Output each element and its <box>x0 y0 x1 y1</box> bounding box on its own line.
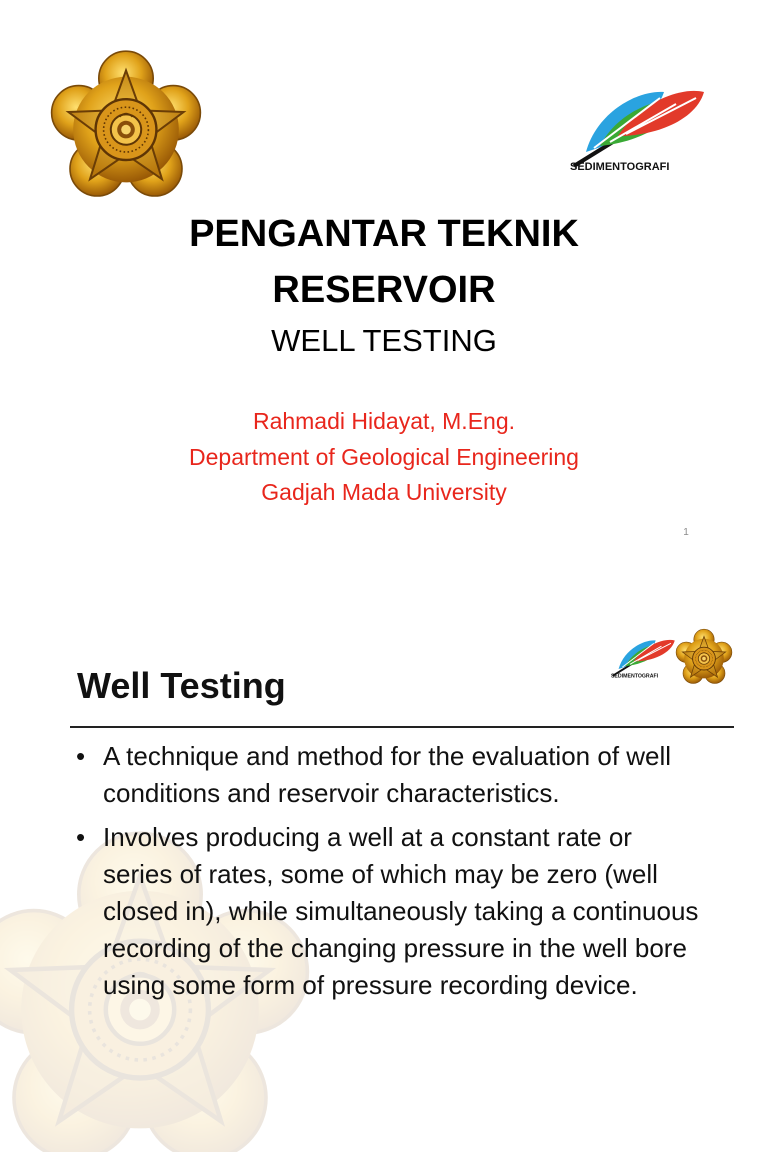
section-title: Well Testing <box>77 665 286 706</box>
bullet-icon: • <box>76 741 86 771</box>
author-university: Gadjah Mada University <box>261 479 507 505</box>
content-slide <box>0 576 768 1152</box>
title-divider <box>70 726 734 728</box>
author-department: Department of Geological Engineering <box>189 444 579 470</box>
logo-text: SEDIMENTOGRAFI <box>570 161 670 173</box>
slide-title-line-1: PENGANTAR TEKNIK <box>189 213 579 255</box>
bullet-list <box>76 738 706 1011</box>
bullet-icon: • <box>76 822 86 852</box>
sedimentografi-logo-small-icon <box>604 630 676 680</box>
ugm-seal-icon <box>46 48 206 208</box>
logo-text-small: SEDIMENTOGRAFI <box>610 673 659 680</box>
bullet-item <box>76 738 706 812</box>
slide-title-line-2: RESERVOIR <box>272 269 496 311</box>
page-number: 1 <box>683 527 689 538</box>
bullet-item <box>76 819 706 1004</box>
author-name: Rahmadi Hidayat, M.Eng. <box>252 408 516 434</box>
bullet-text: A technique and method for the evaluation of well conditions and reservoir characteristics. <box>103 741 672 808</box>
slide-subtitle: WELL TESTING <box>271 323 497 358</box>
sedimentografi-logo-icon <box>556 70 706 175</box>
bullet-text: Involves producing a well at a constant rate or series of rates, some of which may be zero (well closed in), while simultaneously taking a continuous recording of the changing pressure in the well bore using some form of pressure recording device. <box>103 822 699 1000</box>
ugm-seal-small-icon <box>674 628 734 688</box>
